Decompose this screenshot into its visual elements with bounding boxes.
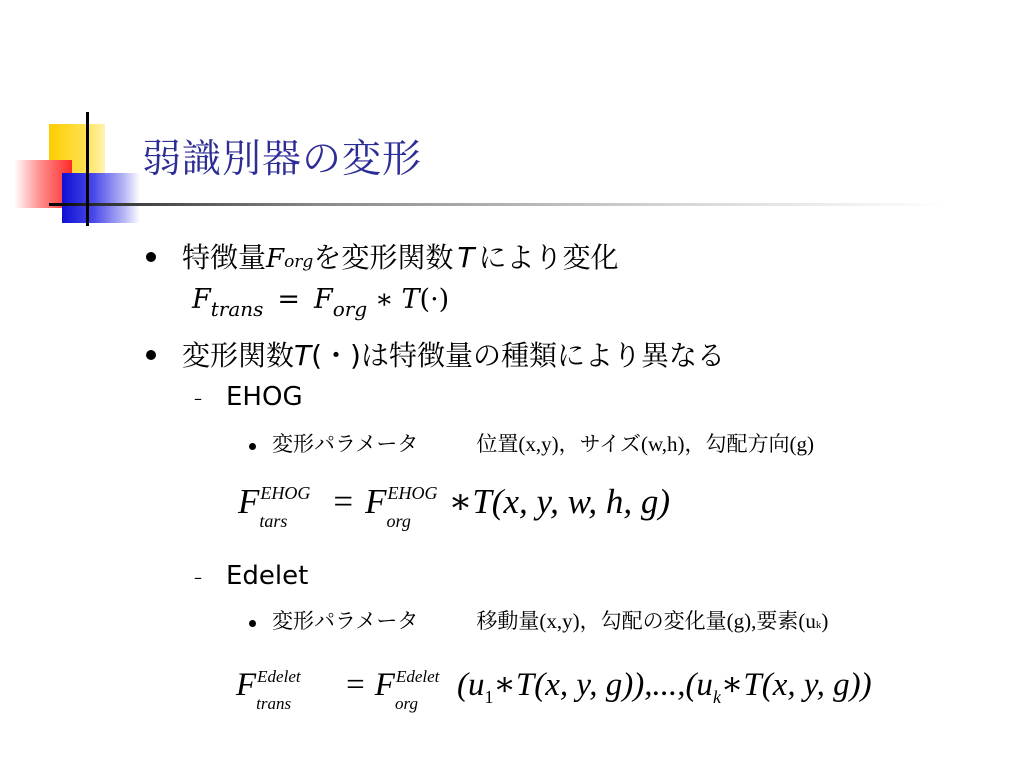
title-underline <box>49 203 949 206</box>
slide-title: 弱識別器の変形 <box>142 137 423 182</box>
formula-ehog-lhs-sub: tars <box>259 511 288 531</box>
bullet-2-arg: (・) <box>311 339 361 372</box>
formula-edelet-lhs-sub: trans <box>256 694 292 713</box>
ehog-params <box>272 428 814 458</box>
bullet-2-post: は特徴量の種類により異なる <box>360 339 725 372</box>
formula-1-eq: = <box>277 284 301 315</box>
formula-ehog-rhs: F <box>365 482 387 521</box>
bullet-1-var: F <box>266 244 285 274</box>
edelet-param-element: 要素 <box>756 609 799 633</box>
edelet-param-gradient-change: 勾配の変化量 <box>600 609 727 633</box>
bullet-1-post2: により変化 <box>478 241 619 274</box>
dash-marker: – <box>194 389 202 408</box>
ehog-param-size-value: (w,h) <box>640 432 685 456</box>
bullet-2 <box>182 334 725 374</box>
formula-edelet-rhs: F <box>374 667 395 703</box>
formula-ehog <box>238 482 670 531</box>
ehog-param-size: サイズ <box>579 432 641 456</box>
bullet-2-var: T <box>294 339 312 372</box>
formula-1-rhs: F <box>314 284 333 315</box>
edelet-param-move-value: (x,y) <box>539 609 580 633</box>
formula-edelet <box>236 664 872 713</box>
deco-blue-square <box>62 173 140 223</box>
edelet-param-move: 移動量 <box>476 609 540 633</box>
edelet-param-element-sub: k <box>815 619 822 631</box>
formula-edelet-t1-sub: 1 <box>484 687 494 707</box>
formula-edelet-eq: = <box>346 667 365 703</box>
formula-1-arg: (·) <box>419 284 450 315</box>
formula-ehog-lhs: F <box>238 482 260 521</box>
ehog-param-gradient: 勾配方向 <box>705 432 790 456</box>
formula-1-rhs-sub: org <box>332 297 368 321</box>
formula-edelet-rhs-sup: Edelet <box>395 667 440 686</box>
deco-vertical-line <box>86 112 89 226</box>
edelet-param-element-value: (u <box>798 609 816 633</box>
ehog-param-position: 位置 <box>476 432 519 456</box>
ehog-param-gradient-value: (g) <box>789 432 814 456</box>
bullet-dot <box>249 443 256 450</box>
formula-edelet-t2-sub: k <box>712 687 721 707</box>
ehog-sep-2: ， <box>684 432 706 456</box>
bullet-1-var2: T <box>457 241 475 274</box>
formula-ehog-eq: = <box>333 482 354 521</box>
formula-1-op: ∗ <box>375 284 394 315</box>
formula-ehog-tail: ∗T(x, y, w, h, g) <box>448 482 670 521</box>
edelet-param-element-end: ) <box>821 609 829 633</box>
formula-edelet-t2: ∗T(x, y, g)),...,(u <box>493 667 713 703</box>
formula-edelet-t1: (u <box>456 667 485 703</box>
edelet-params <box>272 605 828 635</box>
ehog-param-position-value: (x,y) <box>518 432 559 456</box>
formula-1-lhs: F <box>192 284 211 315</box>
formula-edelet-t3: ∗T(x, y, g)) <box>720 667 872 703</box>
formula-ehog-lhs-sup: EHOG <box>260 483 311 503</box>
formula-edelet-lhs-sup: Edelet <box>257 667 301 686</box>
formula-1-func: T <box>401 284 420 315</box>
bullet-1-post1: を変形関数 <box>313 241 454 274</box>
formula-edelet-lhs: F <box>236 667 257 703</box>
section-edelet-name: Edelet <box>226 561 309 591</box>
bullet-dot <box>249 620 256 627</box>
bullet-1-var-sub: org <box>284 252 314 272</box>
bullet-dot <box>146 252 156 262</box>
ehog-params-label: 変形パラメータ <box>272 432 419 456</box>
edelet-params-label: 変形パラメータ <box>272 609 419 633</box>
edelet-param-gradient-change-value: (g), <box>726 609 757 633</box>
formula-edelet-rhs-sub: org <box>394 694 418 713</box>
bullet-dot <box>146 350 156 360</box>
bullet-1 <box>182 236 618 276</box>
dash-marker: – <box>194 568 202 587</box>
ehog-sep-1: ， <box>558 432 580 456</box>
bullet-2-pre: 変形関数 <box>182 339 295 372</box>
formula-1-lhs-sub: trans <box>210 297 264 321</box>
formula-ehog-rhs-sub: org <box>386 511 411 531</box>
edelet-sep-1: ， <box>579 609 601 633</box>
formula-transform <box>192 284 450 321</box>
section-ehog-name: EHOG <box>226 382 303 412</box>
bullet-1-pre: 特徴量 <box>182 241 267 274</box>
formula-ehog-rhs-sup: EHOG <box>387 483 438 503</box>
